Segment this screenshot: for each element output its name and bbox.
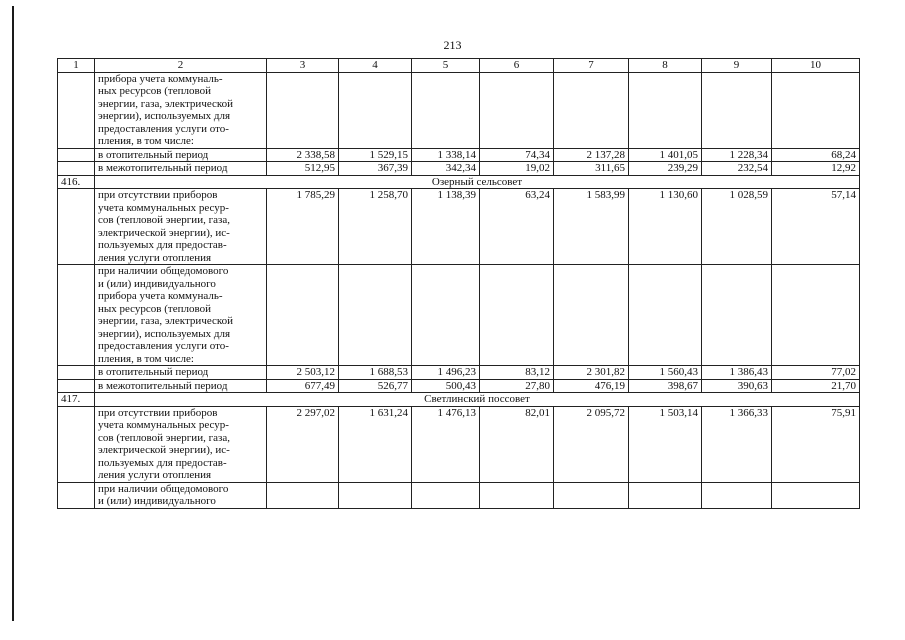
section-row bbox=[58, 175, 860, 189]
value-cell: 239,29 bbox=[629, 162, 702, 176]
value-cell: 63,24 bbox=[480, 189, 554, 265]
description-line: энергии, газа, электрической bbox=[98, 315, 234, 327]
description-line: учета коммунальных ресур- bbox=[98, 201, 229, 214]
column-header-2: 2 bbox=[95, 59, 267, 73]
value-cell bbox=[772, 265, 860, 366]
value-cell: 1 529,15 bbox=[339, 148, 412, 162]
value-cell: 1 785,29 bbox=[267, 189, 339, 265]
description-line: в отопительный период bbox=[98, 366, 209, 378]
column-header-1: 1 bbox=[58, 59, 95, 73]
description-line: при наличии общедомового bbox=[98, 265, 229, 277]
page-number: 213 bbox=[443, 38, 462, 52]
value-cell bbox=[480, 72, 554, 148]
table-row bbox=[58, 482, 860, 508]
value-cell: 1 583,99 bbox=[554, 189, 629, 265]
column-header-7: 7 bbox=[554, 59, 629, 73]
value-cell: 68,24 bbox=[772, 148, 860, 162]
table-row bbox=[58, 379, 860, 393]
row-description bbox=[95, 482, 267, 508]
value-cell bbox=[267, 482, 339, 508]
row-number-cell bbox=[58, 162, 95, 176]
value-cell bbox=[339, 482, 412, 508]
description-line: прибора учета коммуналь- bbox=[98, 290, 223, 302]
value-cell: 2 301,82 bbox=[554, 366, 629, 380]
table-row bbox=[58, 189, 860, 265]
column-header-3: 3 bbox=[267, 59, 339, 73]
value-cell: 1 338,14 bbox=[412, 148, 480, 162]
value-cell: 1 496,23 bbox=[412, 366, 480, 380]
value-cell bbox=[554, 482, 629, 508]
value-cell: 1 688,53 bbox=[339, 366, 412, 380]
value-cell: 476,19 bbox=[554, 379, 629, 393]
description-line: ления услуги отопления bbox=[98, 251, 212, 264]
row-description bbox=[95, 148, 267, 162]
description-line: учета коммунальных ресур- bbox=[98, 419, 229, 431]
tariff-table bbox=[57, 58, 860, 509]
description-line: энергии, газа, электрической bbox=[98, 97, 234, 110]
value-cell bbox=[554, 265, 629, 366]
value-cell: 512,95 bbox=[267, 162, 339, 176]
row-number-cell bbox=[58, 265, 95, 366]
description-line: предоставления услуги ото- bbox=[98, 340, 229, 352]
value-cell: 526,77 bbox=[339, 379, 412, 393]
value-cell: 83,12 bbox=[480, 366, 554, 380]
column-header-9: 9 bbox=[702, 59, 772, 73]
value-cell bbox=[267, 72, 339, 148]
value-cell bbox=[702, 265, 772, 366]
description-line: при отсутствии приборов bbox=[98, 406, 218, 419]
value-cell: 232,54 bbox=[702, 162, 772, 176]
section-number: 416. bbox=[58, 175, 95, 189]
description-line: при отсутствии приборов bbox=[98, 189, 218, 201]
column-header-4: 4 bbox=[339, 59, 412, 73]
description-line: пления, в том числе: bbox=[98, 352, 194, 365]
description-line: в межотопительный период bbox=[98, 162, 228, 174]
value-cell bbox=[412, 482, 480, 508]
value-cell: 82,01 bbox=[480, 406, 554, 482]
description-line: сов (тепловой энергии, газа, bbox=[98, 431, 230, 444]
description-line: энергии), используемых для bbox=[98, 110, 231, 122]
value-cell: 342,34 bbox=[412, 162, 480, 176]
value-cell: 2 297,02 bbox=[267, 406, 339, 482]
description-line: при наличии общедомового bbox=[98, 482, 229, 495]
value-cell: 1 476,13 bbox=[412, 406, 480, 482]
description-line: и (или) индивидуального bbox=[98, 277, 216, 290]
description-line: электрической энергии), ис- bbox=[98, 444, 230, 456]
section-title: Светлинский поссовет bbox=[95, 393, 860, 407]
column-header-6: 6 bbox=[480, 59, 554, 73]
value-cell: 500,43 bbox=[412, 379, 480, 393]
row-number-cell bbox=[58, 379, 95, 393]
description-line: и (или) индивидуального bbox=[98, 495, 216, 507]
row-description bbox=[95, 72, 267, 148]
section-row bbox=[58, 393, 860, 407]
value-cell: 21,70 bbox=[772, 379, 860, 393]
value-cell: 77,02 bbox=[772, 366, 860, 380]
value-cell: 27,80 bbox=[480, 379, 554, 393]
description-line: ления услуги отопления bbox=[98, 469, 212, 481]
row-number-cell bbox=[58, 406, 95, 482]
description-line: ных ресурсов (тепловой bbox=[98, 302, 211, 315]
value-cell: 1 138,39 bbox=[412, 189, 480, 265]
value-cell: 1 386,43 bbox=[702, 366, 772, 380]
value-cell bbox=[480, 482, 554, 508]
value-cell: 74,34 bbox=[480, 148, 554, 162]
value-cell: 398,67 bbox=[629, 379, 702, 393]
column-header-8: 8 bbox=[629, 59, 702, 73]
value-cell: 19,02 bbox=[480, 162, 554, 176]
scan-edge-line bbox=[12, 6, 14, 621]
value-cell: 311,65 bbox=[554, 162, 629, 176]
value-cell bbox=[267, 265, 339, 366]
value-cell bbox=[772, 72, 860, 148]
value-cell bbox=[339, 72, 412, 148]
value-cell bbox=[480, 265, 554, 366]
table-row bbox=[58, 366, 860, 380]
value-cell bbox=[554, 72, 629, 148]
value-cell bbox=[629, 265, 702, 366]
column-header-10: 10 bbox=[772, 59, 860, 73]
value-cell: 1 258,70 bbox=[339, 189, 412, 265]
value-cell bbox=[629, 482, 702, 508]
table-row bbox=[58, 162, 860, 176]
value-cell bbox=[629, 72, 702, 148]
section-number: 417. bbox=[58, 393, 95, 407]
value-cell: 1 366,33 bbox=[702, 406, 772, 482]
description-line: сов (тепловой энергии, газа, bbox=[98, 214, 230, 226]
section-title: Озерный сельсовет bbox=[95, 175, 860, 189]
row-number-cell bbox=[58, 72, 95, 148]
value-cell: 1 130,60 bbox=[629, 189, 702, 265]
table-row bbox=[58, 406, 860, 482]
value-cell: 2 137,28 bbox=[554, 148, 629, 162]
value-cell: 2 095,72 bbox=[554, 406, 629, 482]
table-row bbox=[58, 72, 860, 148]
description-line: предоставления услуги ото- bbox=[98, 122, 229, 135]
value-cell: 390,63 bbox=[702, 379, 772, 393]
description-line: пления, в том числе: bbox=[98, 135, 194, 147]
row-description bbox=[95, 265, 267, 366]
value-cell bbox=[702, 482, 772, 508]
row-number-cell bbox=[58, 366, 95, 380]
value-cell: 1 503,14 bbox=[629, 406, 702, 482]
value-cell: 1 631,24 bbox=[339, 406, 412, 482]
value-cell bbox=[772, 482, 860, 508]
value-cell bbox=[412, 265, 480, 366]
row-number-cell bbox=[58, 148, 95, 162]
row-number-cell bbox=[58, 482, 95, 508]
description-line: энергии), используемых для bbox=[98, 327, 231, 340]
value-cell: 1 401,05 bbox=[629, 148, 702, 162]
value-cell bbox=[412, 72, 480, 148]
row-description bbox=[95, 406, 267, 482]
description-line: ных ресурсов (тепловой bbox=[98, 85, 211, 97]
description-line: в отопительный период bbox=[98, 148, 209, 161]
value-cell: 1 228,34 bbox=[702, 148, 772, 162]
value-cell bbox=[702, 72, 772, 148]
row-description bbox=[95, 379, 267, 393]
description-line: пользуемых для предостав- bbox=[98, 239, 227, 251]
table-body bbox=[58, 59, 860, 509]
table-row bbox=[58, 148, 860, 162]
description-line: электрической энергии), ис- bbox=[98, 226, 230, 239]
row-description bbox=[95, 189, 267, 265]
value-cell: 12,92 bbox=[772, 162, 860, 176]
row-description bbox=[95, 366, 267, 380]
description-line: пользуемых для предостав- bbox=[98, 456, 227, 469]
value-cell: 2 503,12 bbox=[267, 366, 339, 380]
table-row bbox=[58, 265, 860, 366]
column-header-5: 5 bbox=[412, 59, 480, 73]
value-cell: 75,91 bbox=[772, 406, 860, 482]
description-line: прибора учета коммуналь- bbox=[98, 72, 223, 85]
value-cell: 367,39 bbox=[339, 162, 412, 176]
value-cell: 57,14 bbox=[772, 189, 860, 265]
value-cell: 1 560,43 bbox=[629, 366, 702, 380]
description-line: в межотопительный период bbox=[98, 379, 228, 392]
row-description bbox=[95, 162, 267, 176]
value-cell bbox=[339, 265, 412, 366]
column-header-row bbox=[58, 59, 860, 73]
row-number-cell bbox=[58, 189, 95, 265]
value-cell: 1 028,59 bbox=[702, 189, 772, 265]
value-cell: 677,49 bbox=[267, 379, 339, 393]
value-cell: 2 338,58 bbox=[267, 148, 339, 162]
